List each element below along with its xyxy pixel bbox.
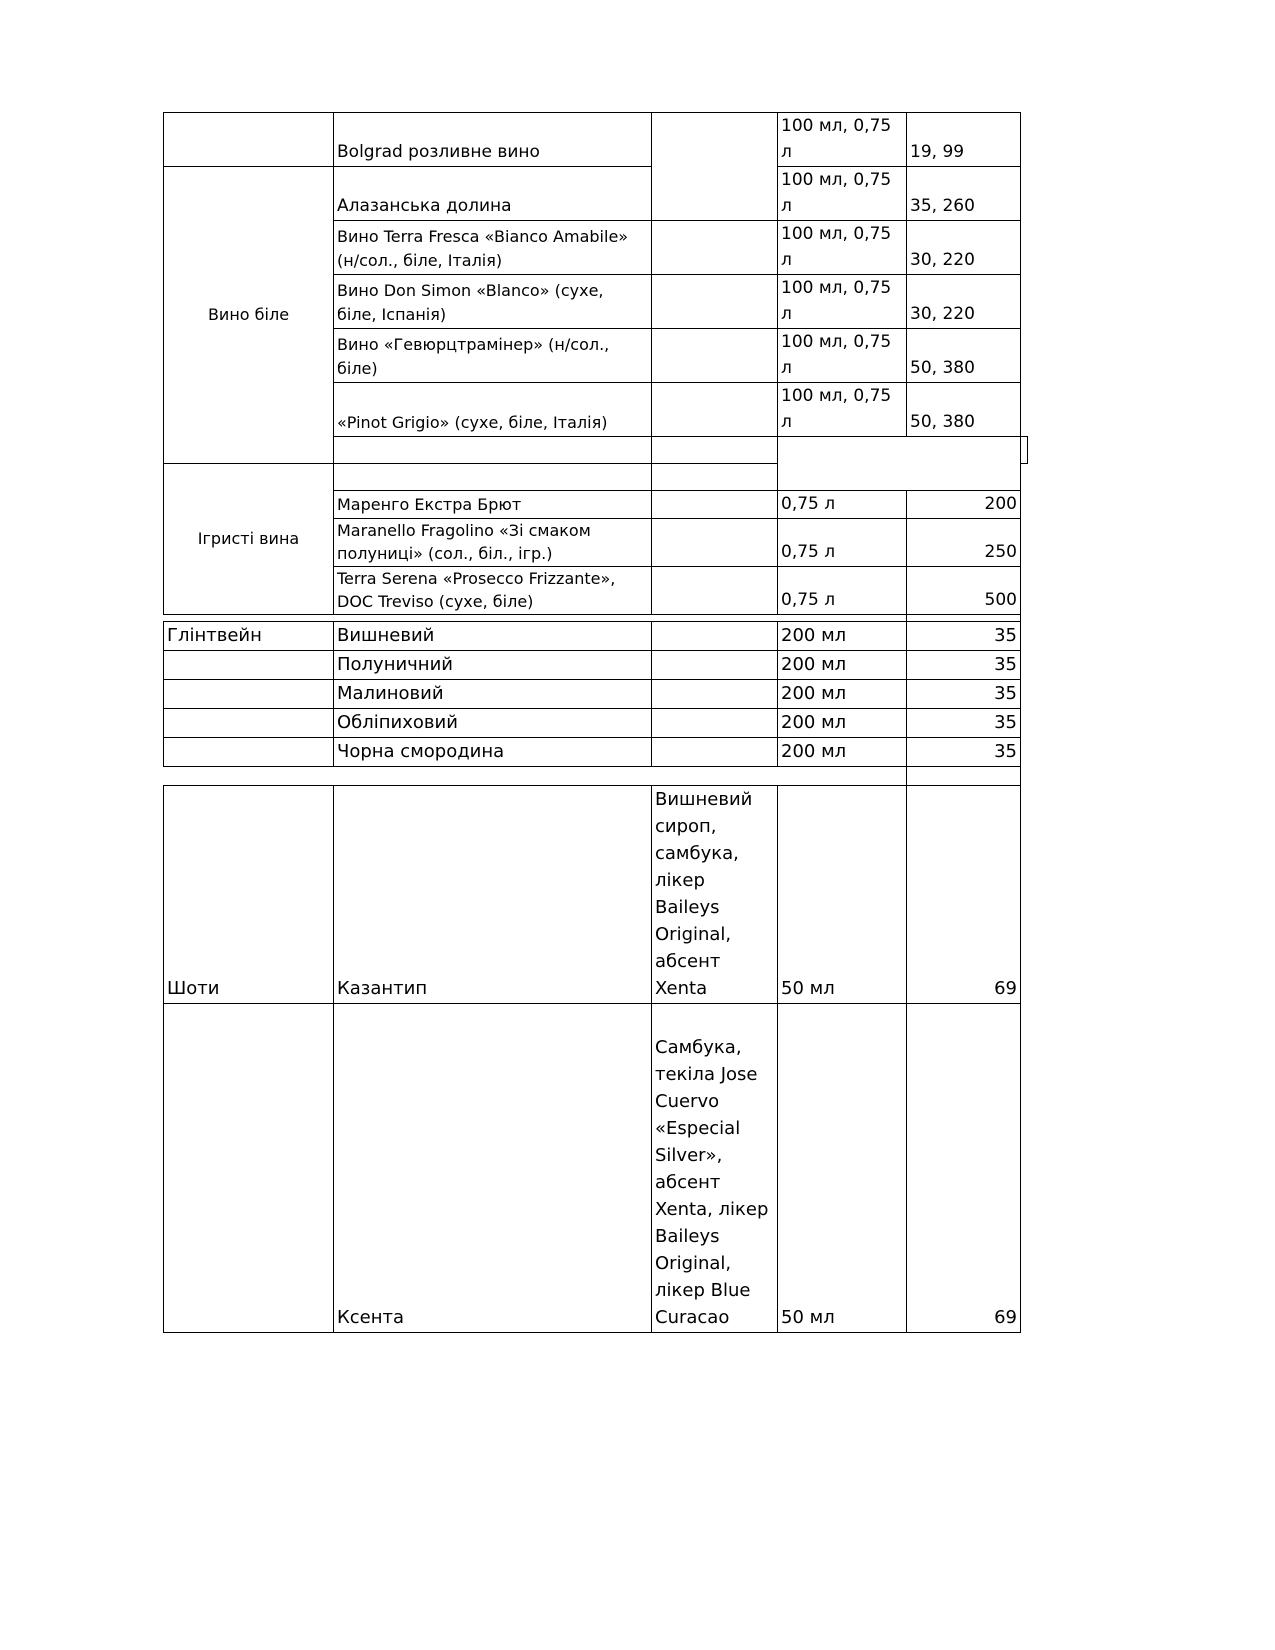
item-price: 19, 99: [907, 113, 1021, 167]
item-price: 69: [907, 786, 1021, 1004]
item-price: 35: [907, 622, 1021, 651]
table-row: [164, 709, 1021, 738]
description-cell: [652, 275, 778, 329]
description-cell: [652, 221, 778, 275]
item-price: 35: [907, 680, 1021, 709]
item-price: 50, 380: [907, 383, 1021, 437]
empty-cell: [334, 437, 652, 464]
table-row: [164, 680, 1021, 709]
item-name: Алазанська долина: [334, 167, 652, 221]
empty-cell: [652, 464, 778, 491]
category-label: Ігристі вина: [164, 464, 334, 615]
item-volume: 0,75 л: [778, 519, 907, 567]
item-name: Bolgrad розливне вино: [334, 113, 652, 167]
item-name: Чорна смородина: [334, 738, 652, 767]
item-name: Вино «Гевюрцтрамінер» (н/сол., біле): [334, 329, 652, 383]
item-price: 200: [907, 491, 1021, 519]
table-row: [164, 786, 1021, 1004]
item-price: 35: [907, 738, 1021, 767]
item-price: 30, 220: [907, 221, 1021, 275]
description-cell: [652, 167, 778, 221]
item-name: Обліпиховий: [334, 709, 652, 738]
category-cell: [164, 113, 334, 167]
item-volume: 100 мл, 0,75 л: [778, 113, 907, 167]
item-volume: 100 мл, 0,75 л: [778, 383, 907, 437]
item-volume: 200 мл: [778, 738, 907, 767]
empty-cell: [1021, 437, 1028, 464]
description-cell: [652, 113, 778, 167]
item-price: 30, 220: [907, 275, 1021, 329]
item-volume: 200 мл: [778, 709, 907, 738]
description-cell: [652, 329, 778, 383]
item-price: 50, 380: [907, 329, 1021, 383]
item-volume: 50 мл: [778, 1004, 907, 1333]
table-row: [164, 113, 1028, 167]
category-label: Шоти: [164, 786, 334, 1004]
category-cell: [164, 709, 334, 738]
item-price: 35: [907, 709, 1021, 738]
item-name: Вино Don Simon «Blanco» (сухе, біле, Іспанія): [334, 275, 652, 329]
item-ingredients: Самбука, текіла Jose Cuervo «Especial Silver», абсент Xenta, лікер Baileys Original, лікер Blue Curacao: [652, 1004, 778, 1333]
category-cell: [164, 1004, 334, 1333]
category-cell: [164, 651, 334, 680]
item-name: Казантип: [334, 786, 652, 1004]
item-volume: 50 мл: [778, 786, 907, 1004]
wine-table: [163, 112, 1028, 642]
item-ingredients: Вишневий сироп, самбука, лікер Baileys Original, абсент Xenta: [652, 786, 778, 1004]
item-name: Вино Terra Fresca «Bianco Amabile» (н/сол., біле, Італія): [334, 221, 652, 275]
category-cell: [164, 680, 334, 709]
item-name: Maranello Fragolino «Зі смаком полуниці» (сол., біл., ігр.): [334, 519, 652, 567]
item-name: Малиновий: [334, 680, 652, 709]
description-cell: [652, 383, 778, 437]
item-volume: 100 мл, 0,75 л: [778, 167, 907, 221]
category-cell: [164, 738, 334, 767]
shots-table: [163, 785, 1021, 1333]
empty-cell: [652, 437, 778, 464]
item-volume: 100 мл, 0,75 л: [778, 221, 907, 275]
table-row: [164, 651, 1021, 680]
item-price: 35: [907, 651, 1021, 680]
item-price: 500: [907, 567, 1021, 615]
description-cell: [652, 519, 778, 567]
item-volume: 0,75 л: [778, 567, 907, 615]
description-cell: [652, 567, 778, 615]
item-volume: 200 мл: [778, 622, 907, 651]
item-name: Полуничний: [334, 651, 652, 680]
category-label: Глінтвейн: [164, 622, 334, 651]
item-name: Маренго Екстра Брют: [334, 491, 652, 519]
mulled-wine-table: [163, 621, 1021, 794]
item-price: 250: [907, 519, 1021, 567]
item-name: Terra Serena «Prosecco Frizzante», DOC Treviso (сухе, біле): [334, 567, 652, 615]
item-volume: 100 мл, 0,75 л: [778, 329, 907, 383]
table-row: [164, 1004, 1021, 1333]
item-volume: 200 мл: [778, 651, 907, 680]
empty-cell: [334, 464, 652, 491]
item-volume: 100 мл, 0,75 л: [778, 275, 907, 329]
table-row: [164, 622, 1021, 651]
description-cell: [652, 680, 778, 709]
description-cell: [652, 491, 778, 519]
item-volume: 200 мл: [778, 680, 907, 709]
item-name: Ксента: [334, 1004, 652, 1333]
description-cell: [652, 651, 778, 680]
description-cell: [652, 709, 778, 738]
item-name: Вишневий: [334, 622, 652, 651]
item-price: 35, 260: [907, 167, 1021, 221]
table-row: [164, 738, 1021, 767]
category-label: Вино біле: [164, 167, 334, 464]
description-cell: [652, 622, 778, 651]
description-cell: [652, 738, 778, 767]
item-price: 69: [907, 1004, 1021, 1333]
item-name: «Pinot Grigio» (сухе, біле, Італія): [334, 383, 652, 437]
table-row: [164, 167, 1028, 221]
empty-cell: [778, 437, 1021, 491]
item-volume: 0,75 л: [778, 491, 907, 519]
